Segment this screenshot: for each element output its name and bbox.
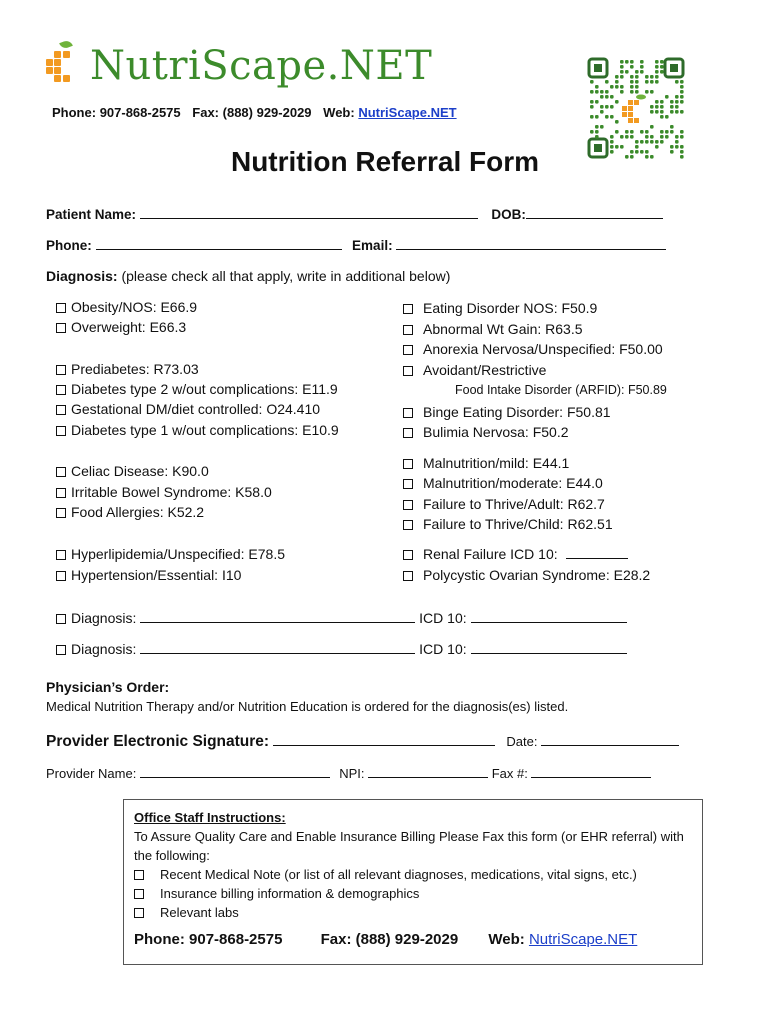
checkbox[interactable] [56, 426, 66, 436]
checkbox[interactable] [134, 889, 144, 899]
checkbox[interactable] [56, 365, 66, 375]
icd10-field[interactable] [471, 641, 627, 654]
diagnosis-option[interactable]: Bulimia Nervosa: F50.2 [403, 424, 569, 440]
patient-phone-label: Phone: [46, 238, 92, 253]
checkbox[interactable] [56, 488, 66, 498]
email-field[interactable] [396, 237, 666, 250]
diagnosis-option[interactable]: Failure to Thrive/Adult: R62.7 [403, 496, 605, 512]
fax-value: (888) 929-2029 [222, 105, 312, 120]
staff-contact: Phone: 907-868-2575 Fax: (888) 929-2029 Web: NutriScape.NET [134, 931, 638, 948]
web-link[interactable]: NutriScape.NET [358, 105, 457, 120]
checkbox[interactable] [403, 366, 413, 376]
email-label: Email: [352, 238, 393, 253]
checkbox[interactable] [403, 479, 413, 489]
checkbox[interactable] [56, 645, 66, 655]
checkbox[interactable] [403, 550, 413, 560]
staff-phone: 907-868-2575 [189, 931, 283, 948]
diagnosis-hint: (please check all that apply, write in additional below) [121, 268, 451, 284]
physician-order-label: Physician’s Order: [46, 679, 170, 695]
dob-label: DOB: [491, 207, 526, 222]
diagnosis-header [46, 268, 450, 284]
patient-contact-row [46, 237, 666, 253]
checkbox[interactable] [134, 870, 144, 880]
patient-phone-field[interactable] [96, 237, 342, 250]
provider-signature-row [46, 733, 679, 751]
provider-info-row [46, 765, 651, 781]
checkbox[interactable] [56, 508, 66, 518]
checkbox[interactable] [134, 908, 144, 918]
staff-intro: To Assure Quality Care and Enable Insurance Billing Please Fax this form (or EHR referral) with the following: [134, 829, 684, 863]
list-item: Relevant labs [134, 903, 689, 922]
diagnosis-option[interactable]: Binge Eating Disorder: F50.81 [403, 404, 611, 420]
patient-name-row [46, 206, 663, 222]
checkbox[interactable] [56, 614, 66, 624]
diagnosis-option[interactable]: Prediabetes: R73.03 [56, 361, 199, 377]
other-diagnosis-field[interactable] [140, 610, 415, 623]
patient-name-field[interactable] [140, 206, 478, 219]
diagnosis-option[interactable]: Eating Disorder NOS: F50.9 [403, 300, 597, 316]
diagnosis-option[interactable]: Diabetes type 2 w/out complications: E11.9 [56, 381, 338, 397]
diagnosis-option[interactable]: Anorexia Nervosa/Unspecified: F50.00 [403, 341, 663, 357]
list-item: Recent Medical Note (or list of all relevant diagnoses, medications, vital signs, etc.) [134, 865, 689, 884]
checkbox[interactable] [56, 385, 66, 395]
npi-field[interactable] [368, 765, 488, 778]
office-staff-instructions [123, 799, 703, 965]
staff-heading: Office Staff Instructions: [134, 810, 286, 825]
diagnosis-option[interactable]: Malnutrition/moderate: E44.0 [403, 475, 603, 491]
diagnosis-option[interactable]: Failure to Thrive/Child: R62.51 [403, 516, 613, 532]
diagnosis-option[interactable]: Overweight: E66.3 [56, 319, 186, 335]
checkbox[interactable] [56, 467, 66, 477]
company-logo [46, 43, 433, 89]
diagnosis-option[interactable]: Hyperlipidemia/Unspecified: E78.5 [56, 546, 285, 562]
provider-name-field[interactable] [140, 765, 330, 778]
npi-label: NPI: [339, 766, 365, 781]
signature-field[interactable] [273, 733, 495, 746]
other-diagnosis-row: Diagnosis: ICD 10: [56, 610, 627, 626]
diagnosis-option[interactable]: Avoidant/Restrictive [403, 362, 546, 378]
staff-fax: (888) 929-2029 [355, 931, 459, 948]
staff-web-link[interactable]: NutriScape.NET [528, 931, 638, 948]
diagnosis-option[interactable]: Gestational DM/diet controlled: O24.410 [56, 401, 320, 417]
list-item: Insurance billing information & demographics [134, 884, 689, 903]
qr-code-icon [586, 56, 686, 160]
other-diagnosis-field[interactable] [140, 641, 415, 654]
signature-label: Provider Electronic Signature: [46, 733, 270, 750]
checkbox[interactable] [403, 325, 413, 335]
diagnosis-option[interactable]: Celiac Disease: K90.0 [56, 463, 209, 479]
logo-text: NutriScape.NET [90, 43, 433, 89]
checkbox[interactable] [403, 571, 413, 581]
provider-name-label: Provider Name: [46, 766, 137, 781]
diagnosis-option[interactable]: Irritable Bowel Syndrome: K58.0 [56, 484, 272, 500]
checkbox[interactable] [403, 459, 413, 469]
diagnosis-option[interactable]: Malnutrition/mild: E44.1 [403, 455, 569, 471]
diagnosis-option[interactable]: Hypertension/Essential: I10 [56, 567, 241, 583]
checkbox[interactable] [56, 303, 66, 313]
checkbox[interactable] [403, 500, 413, 510]
phone-label: Phone: [52, 105, 97, 120]
diagnosis-option[interactable]: Diabetes type 1 w/out complications: E10.9 [56, 422, 339, 438]
diagnosis-option[interactable]: Renal Failure ICD 10: [403, 546, 628, 562]
dob-field[interactable] [526, 206, 663, 219]
diagnosis-option[interactable]: Polycystic Ovarian Syndrome: E28.2 [403, 567, 650, 583]
other-diagnosis-row: Diagnosis: ICD 10: [56, 641, 627, 657]
diagnosis-option[interactable]: Obesity/NOS: E66.9 [56, 299, 197, 315]
provider-fax-field[interactable] [531, 765, 651, 778]
checkbox[interactable] [403, 304, 413, 314]
provider-fax-label: Fax #: [491, 766, 528, 781]
diagnosis-option[interactable]: Food Allergies: K52.2 [56, 504, 204, 520]
icd10-field[interactable] [471, 610, 627, 623]
checkbox[interactable] [56, 550, 66, 560]
date-field[interactable] [541, 733, 679, 746]
header-contact [52, 105, 457, 120]
patient-name-label: Patient Name: [46, 207, 137, 222]
physician-order-text: Medical Nutrition Therapy and/or Nutrition Education is ordered for the diagnosis(es) listed. [46, 699, 569, 714]
checkbox[interactable] [403, 520, 413, 530]
diagnosis-option-continued: Food Intake Disorder (ARFID): F50.89 [455, 383, 667, 397]
checkbox[interactable] [403, 408, 413, 418]
logo-mark-icon [46, 47, 82, 85]
checkbox[interactable] [403, 428, 413, 438]
renal-icd-field[interactable] [566, 546, 628, 559]
checkbox[interactable] [56, 571, 66, 581]
diagnosis-label: Diagnosis: [46, 268, 118, 284]
form-title: Nutrition Referral Form [230, 146, 540, 177]
phone-value: 907-868-2575 [99, 105, 181, 120]
fax-label: Fax: [192, 105, 220, 120]
checkbox[interactable] [403, 345, 413, 355]
diagnosis-option[interactable]: Abnormal Wt Gain: R63.5 [403, 321, 583, 337]
web-label: Web: [323, 105, 355, 120]
date-label: Date: [506, 734, 538, 749]
checkbox[interactable] [56, 405, 66, 415]
checkbox[interactable] [56, 323, 66, 333]
